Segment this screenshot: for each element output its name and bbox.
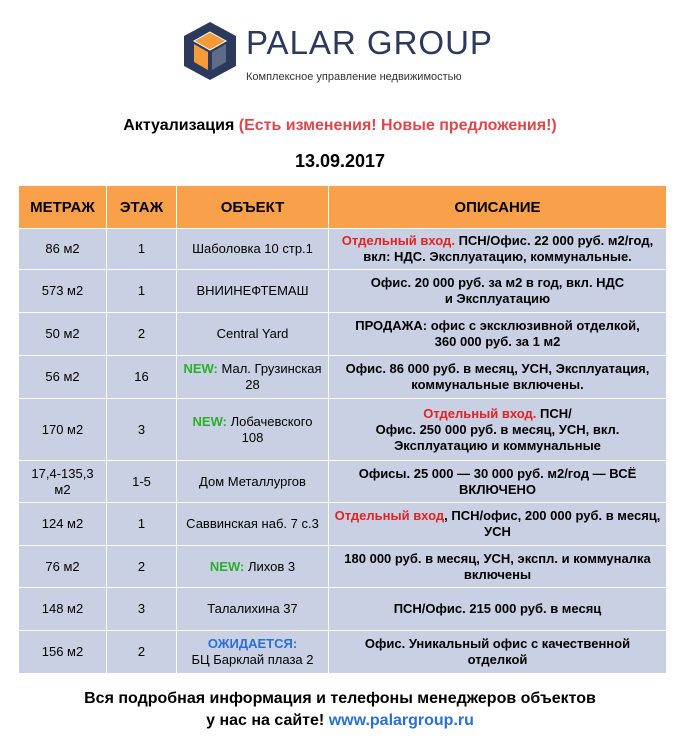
- object-name: Саввинская наб. 7 с.3: [186, 516, 319, 531]
- description-line: Офис. 86 000 руб. в месяц, УСН, Эксплуатация,: [345, 361, 650, 376]
- cell-object: [177, 313, 329, 356]
- cell-object: [177, 461, 329, 503]
- description-line: Офис. Уникальный офис с качественной: [364, 636, 631, 651]
- cell-floor: 3: [107, 588, 177, 631]
- object-name: ВНИИНЕФТЕМАШ: [196, 283, 309, 298]
- cell-object: [177, 588, 329, 631]
- cell-area: 56 м2: [19, 356, 107, 399]
- object-name: Лобачевского 108: [230, 413, 313, 445]
- object-name: Шаболовка 10 стр.1: [192, 241, 313, 256]
- object-status-tag: NEW:: [209, 558, 245, 574]
- footer-line-2-prefix: у нас на сайте!: [206, 712, 325, 729]
- cell-floor: 16: [107, 356, 177, 399]
- cell-area: 86 м2: [19, 229, 107, 270]
- cell-floor: 2: [107, 546, 177, 588]
- cell-description: [329, 399, 667, 461]
- listings-table: [18, 185, 667, 674]
- cell-floor: 1: [107, 270, 177, 313]
- cell-description: [329, 356, 667, 399]
- table-row: [19, 270, 667, 313]
- cell-object: [177, 503, 329, 546]
- description-line: и Эксплуатацию: [444, 291, 551, 306]
- description-line: УСН: [484, 524, 511, 539]
- object-name: Талалихина 37: [207, 601, 298, 616]
- cell-object: [177, 229, 329, 270]
- cell-area: 17,4-135,3 м2: [19, 461, 107, 503]
- footer-note: [0, 688, 680, 732]
- cell-floor: 2: [107, 631, 177, 674]
- description-line: ПРОДАЖА: офис с эксклюзивной отделкой,: [355, 318, 640, 333]
- cell-description: [329, 461, 667, 503]
- footer-line-1: Вся подробная информация и телефоны менеджеров объектов: [84, 690, 596, 707]
- cell-area: 124 м2: [19, 503, 107, 546]
- table-row: [19, 461, 667, 503]
- description-line: Эксплуатацию и коммунальные: [394, 437, 601, 453]
- cell-area: 156 м2: [19, 631, 107, 674]
- description-line: ПСН/Офис. 215 000 руб. в месяц: [393, 601, 602, 616]
- description-line: включены: [463, 566, 532, 582]
- object-name: БЦ Барклай плаза 2: [191, 652, 314, 667]
- cell-description: [329, 313, 667, 356]
- table-row: [19, 588, 667, 631]
- cell-object: [177, 270, 329, 313]
- cell-area: 76 м2: [19, 546, 107, 588]
- column-header-area: МЕТРАЖ: [19, 186, 107, 229]
- table-row: [19, 399, 667, 461]
- object-name: Мал. Грузинская 28: [221, 361, 322, 392]
- table-row: [19, 229, 667, 270]
- cell-object: [177, 399, 329, 461]
- cell-description: [329, 588, 667, 631]
- cell-object: [177, 546, 329, 588]
- footer-line-2: [0, 710, 680, 732]
- cell-description: [329, 270, 667, 313]
- description-line: коммунальные включены.: [411, 377, 584, 392]
- cell-object: [177, 356, 329, 399]
- heading-highlight: (Есть изменения! Новые предложения!): [238, 117, 557, 134]
- table-row: [19, 503, 667, 546]
- separate-entrance-note: Отдельный вход.: [341, 233, 455, 248]
- cell-area: 148 м2: [19, 588, 107, 631]
- website-link[interactable]: www.palargroup.ru: [328, 712, 474, 729]
- column-header-floor: ЭТАЖ: [107, 186, 177, 229]
- brand-tagline: Комплексное управление недвижимостью: [246, 71, 462, 83]
- heading-prefix: Актуализация: [123, 117, 235, 134]
- description-line: ВКЛЮЧЕНО: [459, 481, 536, 497]
- description-line: 360 000 руб. за 1 м2: [434, 334, 561, 349]
- cell-description: [329, 546, 667, 588]
- description-line: ПСН/: [540, 405, 572, 421]
- table-row: [19, 356, 667, 399]
- column-header-object: ОБЪЕКТ: [177, 186, 329, 229]
- cell-area: 170 м2: [19, 399, 107, 461]
- cell-object: [177, 631, 329, 674]
- description-line: Офис. 20 000 руб. за м2 в год, вкл. НДС: [370, 275, 625, 290]
- cell-floor: 1-5: [107, 461, 177, 503]
- table-row: [19, 631, 667, 674]
- description-line: Офисы. 25 000 — 30 000 руб. м2/год — ВСЁ: [358, 465, 637, 481]
- palar-group-logo[interactable]: [176, 14, 506, 92]
- object-name: Дом Металлургов: [199, 473, 306, 489]
- object-name: Лихов 3: [247, 558, 296, 574]
- separate-entrance-note: Отдельный вход.: [423, 405, 537, 421]
- cell-description: [329, 631, 667, 674]
- update-date: 13.09.2017: [294, 151, 386, 171]
- description-line: вкл: НДС. Эксплуатацию, коммунальные.: [363, 249, 632, 264]
- object-status-tag: NEW:: [183, 361, 218, 376]
- cell-area: 50 м2: [19, 313, 107, 356]
- description-line: , ПСН/офис, 200 000 руб. в месяц,: [444, 508, 661, 523]
- table-row: [19, 546, 667, 588]
- cell-floor: 1: [107, 229, 177, 270]
- separate-entrance-note: Отдельный вход: [334, 508, 445, 523]
- object-name: Central Yard: [216, 326, 289, 341]
- table-header-row: [19, 186, 667, 229]
- object-status-tag: NEW:: [192, 413, 227, 429]
- cell-description: [329, 229, 667, 270]
- object-status-tag: ОЖИДАЕТСЯ:: [207, 636, 298, 651]
- update-heading: [0, 117, 680, 135]
- description-line: Офис. 250 000 руб. в месяц, УСН, вкл.: [375, 421, 620, 437]
- column-header-description: ОПИСАНИЕ: [329, 186, 667, 229]
- table-row: [19, 313, 667, 356]
- brand-name: PALAR GROUP: [246, 24, 493, 61]
- cell-area: 573 м2: [19, 270, 107, 313]
- description-line: 180 000 руб. в месяц, УСН, экспл. и коммуналка: [344, 550, 651, 566]
- cell-description: [329, 503, 667, 546]
- cell-floor: 1: [107, 503, 177, 546]
- cube-logo-icon: [182, 20, 238, 82]
- description-line: ПСН/Офис. 22 000 руб. м2/год,: [458, 233, 654, 248]
- cell-floor: 2: [107, 313, 177, 356]
- cell-floor: 3: [107, 399, 177, 461]
- description-line: отделкой: [467, 652, 528, 667]
